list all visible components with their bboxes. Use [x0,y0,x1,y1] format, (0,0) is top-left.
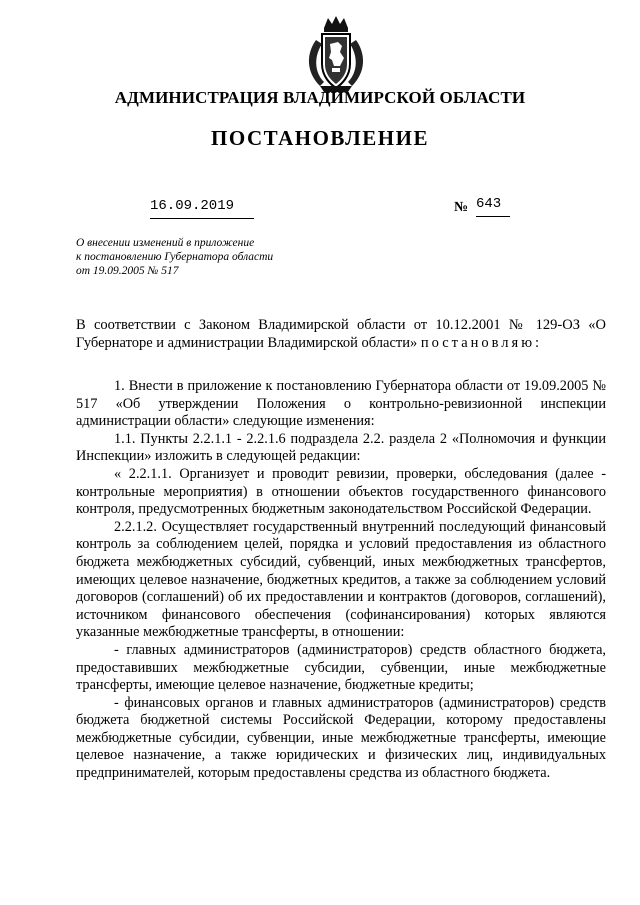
organization-title: АДМИНИСТРАЦИЯ ВЛАДИМИРСКОЙ ОБЛАСТИ [114,88,526,107]
paragraph: - финансовых органов и главных администраторов (администраторов) средств бюджета бюджетной системы Российской Федерации, которому предоставлены межбюджетные субсидии, субвенции, иные межбюджетные трансферты, имеющие целевое назначение, а также юридических и физических лиц, индивидуальных предпринимателей, которым предоставлены средства из областного бюджета. [76,694,606,782]
subject-line: к постановлению Губернатора области [76,251,274,263]
subject-line: от 19.09.2005 № 517 [76,265,179,277]
paragraph: « 2.2.1.1. Организует и проводит ревизии, проверки, обследования (далее - контрольные мероприятия) в отношении объектов государственного финансового контроля, предусмотренных бюджетным законодательством Российской Федерации. [76,465,606,518]
preamble-text: В соответствии с Законом Владимирской области от 10.12.2001 № 129-ОЗ «О Губернаторе и администрации Владимирской области» [76,317,606,351]
subject-line: О внесении изменений в приложение [76,237,255,249]
document-subject [76,236,316,278]
document-type-title: ПОСТАНОВЛЕНИЕ [211,126,429,150]
document-number: 643 [476,194,510,217]
document-body [76,378,606,783]
document-date: 16.09.2019 [150,196,254,219]
resolve-word: постановляю: [420,335,543,351]
preamble [76,316,606,352]
coat-of-arms-icon [302,14,370,94]
paragraph: 1.1. Пункты 2.2.1.1 - 2.2.1.6 подраздела 2.2. раздела 2 «Полномочия и функции Инспекции» изложить в следующей редакции: [76,430,606,465]
number-sign: № [454,200,469,215]
paragraph: 2.2.1.2. Осуществляет государственный внутренний последующий финансовый контроль за соблюдением целей, порядка и условий предоставления из областного бюджета межбюджетных субсидий, субвенций, иных межбюджетных трансфертов, имеющих целевое назначение, бюджетных кредитов, а также за соблюдением условий договоров (соглашений) об их предоставлении и контрактов (договоров, соглашений), источником финансового обеспечения (софинансирования) которых являются указанные межбюджетные трансферты, в отношении: [76,518,606,641]
paragraph: 1. Внести в приложение к постановлению Губернатора области от 19.09.2005 № 517 «Об утверждении Положения о контрольно-ревизионной инспекции администрации области» следующие изменения: [76,378,606,430]
paragraph: - главных администраторов (администраторов) средств областного бюджета, предоставивших межбюджетные субсидии, субвенции, иные межбюджетные трансферты, имеющие целевое назначение, бюджетные кредиты; [76,641,606,694]
